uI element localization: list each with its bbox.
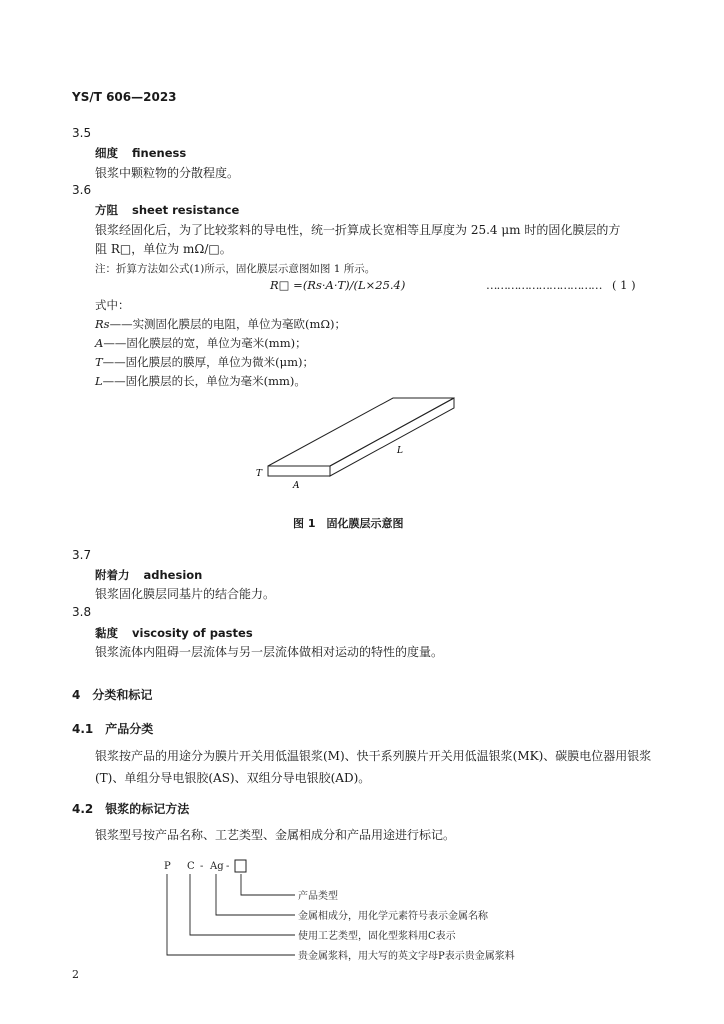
variable-symbol: A xyxy=(95,336,104,350)
definition-3-6-line1: 银浆经固化后，为了比较浆料的导电性，统一折算成长宽相等且厚度为 25.4 μm 时的固化膜层的方 xyxy=(95,223,621,237)
term-en: fineness xyxy=(132,146,187,160)
section-number-3-6: 3.6 xyxy=(72,183,92,197)
definition-3-7: 银浆固化膜层同基片的结合能力。 xyxy=(95,587,276,601)
term-en: sheet resistance xyxy=(132,203,240,217)
page-number: 2 xyxy=(72,968,79,981)
clause-title: 产品分类 xyxy=(105,722,154,736)
leader-line-process-type xyxy=(190,874,295,935)
label-metal-phase: 金属相成分，用化学元素符号表示金属名称 xyxy=(298,911,488,922)
chapter-title: 分类和标记 xyxy=(92,688,153,702)
code-ag: Ag xyxy=(210,861,224,872)
label-product-type: 产品类型 xyxy=(298,891,338,902)
code-letter-c: C xyxy=(187,861,195,872)
section-number-3-7: 3.7 xyxy=(72,548,92,562)
note-3-6: 注：折算方法如公式(1)所示，固化膜层示意图如图 1 所示。 xyxy=(95,263,376,275)
code-dash-1: - xyxy=(200,861,204,872)
dimension-label-a: A xyxy=(293,481,300,491)
standard-code: YS/T 606—2023 xyxy=(72,90,177,104)
variable-desc: ——固化膜层的长，单位为毫米(mm)。 xyxy=(102,374,306,388)
section-number-3-5: 3.5 xyxy=(72,126,92,140)
variable-desc: ——固化膜层的膜厚，单位为微米(μm)； xyxy=(102,355,315,369)
label-process-type: 使用工艺类型，固化型浆料用C表示 xyxy=(298,931,456,942)
dimension-label-l: L xyxy=(397,446,403,456)
term-cn: 附着力 xyxy=(95,568,130,582)
variable-symbol: L xyxy=(95,374,103,388)
leader-line-metal-phase xyxy=(216,874,295,915)
dimension-label-t: T xyxy=(256,469,263,479)
section-number-3-8: 3.8 xyxy=(72,605,92,619)
clause-number: 4.1 xyxy=(72,722,94,736)
label-precious-metal: 贵金属浆料，用大写的英文字母P表示贵金属浆料 xyxy=(298,951,515,962)
code-dash-2: - xyxy=(226,861,230,872)
leader-line-precious-metal xyxy=(167,874,295,955)
clause-4-1-text: 银浆按产品的用途分为膜片开关用低温银浆(M)、快干系列膜片开关用低温银浆(MK)、碳膜电位器用银浆(T)、单组分导电银胶(AS)、双组分导电银胶(AD)。 xyxy=(95,749,652,785)
formula-text: R□ =(Rs·A·T)/(L×25.4) xyxy=(270,278,406,292)
variable-symbol: Rs xyxy=(95,317,110,331)
variable-desc: ——固化膜层的宽，单位为毫米(mm)； xyxy=(103,336,307,350)
clause-number: 4.2 xyxy=(72,802,94,816)
chapter-number: 4 xyxy=(72,688,81,702)
variable-desc: ——实测固化膜层的电阻，单位为毫欧(mΩ)； xyxy=(109,317,346,331)
formula-leader-dots: …………………………… xyxy=(486,278,602,292)
formula-number: ( 1 ) xyxy=(612,278,636,292)
term-cn: 黏度 xyxy=(95,626,118,640)
code-letter-p: P xyxy=(164,861,171,872)
term-cn: 细度 xyxy=(95,146,118,160)
product-type-box xyxy=(235,860,246,872)
clause-4-2-text: 银浆型号按产品名称、工艺类型、金属相成分和产品用途进行标记。 xyxy=(95,828,456,842)
figure-1-caption: 图 1 固化膜层示意图 xyxy=(293,517,404,530)
leader-line-product-type xyxy=(241,874,295,895)
definition-3-5: 银浆中颗粒物的分散程度。 xyxy=(95,166,240,180)
term-en: adhesion xyxy=(143,568,203,582)
definition-3-6-line2: 阻 R□，单位为 mΩ/□。 xyxy=(95,242,232,256)
variable-symbol: T xyxy=(95,355,103,369)
term-cn: 方阻 xyxy=(95,203,118,217)
clause-title: 银浆的标记方法 xyxy=(105,802,190,816)
term-en: viscosity of pastes xyxy=(132,626,253,640)
where-label: 式中： xyxy=(95,298,130,312)
definition-3-8: 银浆流体内阻碍一层流体与另一层流体做相对运动的特性的度量。 xyxy=(95,645,444,659)
